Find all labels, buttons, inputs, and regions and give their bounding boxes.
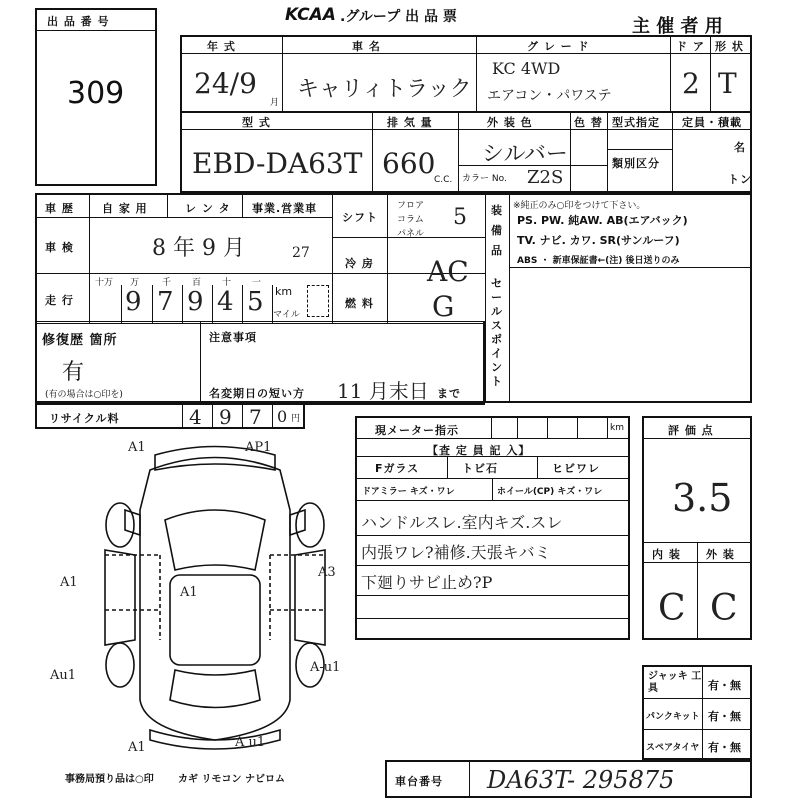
deadline-value: 11 月末日 — [337, 379, 429, 403]
color-change-label: 色 替 — [574, 116, 603, 129]
rating-label: 評 価 点 — [668, 424, 714, 437]
recycle-digit-2: 9 — [219, 405, 232, 429]
shape-value: T — [718, 67, 737, 100]
brand-logo: KCAA — [285, 5, 336, 25]
model-label: 車 名 — [352, 40, 381, 53]
mileage-digit-label-100: 百 — [192, 278, 202, 288]
interior-value: C — [658, 588, 686, 629]
model-value: キャリィトラック — [297, 77, 472, 102]
puncture-kit-option[interactable]: 有・無 — [708, 710, 741, 723]
damage-mark-a1-bottom-left: A1 — [128, 740, 146, 755]
color-label: 外 装 色 — [487, 116, 533, 129]
door-label: ド ア — [676, 40, 705, 53]
mileage-digit-10: 4 — [217, 287, 234, 317]
mileage-digit-label-1k: 千 — [162, 278, 172, 288]
damage-mark-a1-left: A1 — [60, 575, 78, 590]
shift-option-floor[interactable]: フロア — [397, 201, 425, 211]
mileage-digit-1k: 7 — [157, 287, 174, 317]
year-label: 年 式 — [207, 40, 236, 53]
meter-label: 現メーター指示 — [375, 424, 459, 437]
rating-value: 3.5 — [672, 476, 733, 520]
aircon-value: AC — [427, 255, 469, 288]
capacity-unit-tons: トン — [728, 173, 752, 186]
displacement-unit: C.C. — [434, 175, 453, 185]
chassis-value: DA63T- 295875 — [487, 766, 675, 794]
shift-label: シフト — [342, 211, 378, 224]
equipment-line3: ABS ・ 新車保証書←(注) 後日送りのみ — [517, 256, 680, 266]
year-value: 24/9 — [194, 67, 257, 100]
type-label: 型 式 — [242, 116, 271, 129]
puncture-kit-label: パンクキット — [646, 712, 700, 722]
vehicle-info-row2 — [180, 111, 752, 193]
office-items: カギ リモコン ナビロム — [178, 774, 285, 785]
displacement-value: 660 — [382, 147, 436, 180]
color-value: シルバー — [482, 142, 568, 167]
organizer-label: 主 催 者 用 — [632, 16, 723, 37]
inspection-label: 車 検 — [45, 241, 74, 254]
recycle-unit: 円 — [291, 414, 301, 424]
repair-label: 修復歴 箇所 — [42, 333, 118, 348]
exterior-label: 外 装 — [706, 548, 735, 561]
recycle-label: リサイクル料 — [49, 412, 120, 425]
mileage-digit-10k: 9 — [125, 287, 142, 317]
mileage-digit-label-1: 一 — [252, 278, 262, 288]
mile-checkbox[interactable] — [307, 285, 329, 317]
damage-mark-au1-right: A-u1 — [310, 660, 341, 675]
repair-notes-block — [35, 321, 485, 405]
inspection-note: 27 — [292, 245, 310, 261]
rating-block — [642, 416, 752, 640]
history-option-commercial[interactable]: 事業.営業車 — [252, 202, 318, 215]
capacity-label: 定員・積載 — [682, 116, 742, 129]
damage-mark-a1-center: A1 — [180, 585, 198, 600]
shape-label: 形 状 — [715, 40, 744, 53]
displacement-label: 排 気 量 — [387, 116, 433, 129]
mileage-unit-km: km — [275, 285, 293, 298]
aircon-label: 冷 房 — [345, 257, 374, 270]
category-label: 類別区分 — [612, 157, 660, 170]
repair-value: 有 — [62, 360, 85, 385]
inspection-block — [355, 416, 630, 640]
tools-block — [642, 665, 752, 760]
fuel-value: G — [432, 290, 455, 323]
shift-option-column[interactable]: コラム — [397, 215, 424, 225]
type-designation-label: 型式指定 — [612, 116, 660, 129]
history-label: 車 歴 — [45, 202, 74, 215]
mileage-digit-label-10k: 万 — [130, 278, 140, 288]
recycle-digit-1: 4 — [189, 405, 202, 429]
lot-number-label: 出 品 番 号 — [47, 15, 110, 28]
deadline-suffix: まで — [437, 387, 461, 400]
color-no-value: Z2S — [527, 167, 564, 188]
equipment-label: 装 備 品 — [491, 204, 502, 257]
recycle-box — [35, 403, 305, 429]
damage-mark-au1-left: Au1 — [50, 668, 77, 683]
mileage-digit-1: 5 — [247, 287, 264, 317]
damage-mark-a1-top-left: A1 — [128, 440, 146, 455]
chassis-block — [385, 760, 752, 798]
shift-value: 5 — [453, 205, 467, 230]
fglass-label[interactable]: Fガラス — [375, 462, 420, 475]
repair-note: (有の場合は○印を) — [45, 390, 123, 400]
chassis-label: 車台番号 — [395, 775, 443, 788]
vehicle-info-row1 — [180, 35, 752, 113]
type-value: EBD-DA63T — [192, 147, 363, 180]
exterior-value: C — [710, 588, 738, 629]
jack-option[interactable]: 有・無 — [708, 679, 741, 692]
grade-label: グ レ ー ド — [527, 40, 590, 53]
door-value: 2 — [682, 67, 700, 100]
shift-option-panel[interactable]: パネル — [397, 229, 425, 239]
comment-line-2: 内張ワレ?補修.天張キバミ — [361, 543, 551, 562]
lot-number-box — [35, 8, 157, 186]
hibi-label[interactable]: ヒビワレ — [552, 462, 600, 475]
mileage-digit-label-100k: 十万 — [95, 278, 114, 288]
recycle-digit-3: 7 — [249, 405, 262, 429]
mileage-digit-100: 9 — [187, 287, 204, 317]
history-option-rental[interactable]: レ ン タ — [185, 202, 231, 215]
grade-line1: KC 4WD — [492, 59, 561, 78]
meter-unit: km — [610, 423, 624, 433]
lot-number: 309 — [67, 76, 125, 111]
inspection-value: 8 年 9 月 — [152, 236, 245, 261]
fuel-label: 燃 料 — [345, 297, 374, 310]
notes-label: 注意事項 — [209, 331, 257, 344]
spare-tire-label: スペアタイヤ — [646, 743, 700, 753]
office-note: 事務局預り品は○印 — [65, 774, 154, 785]
deadline-label: 名変期日の短い方 — [209, 387, 305, 400]
form-title: .グループ 出 品 票 — [340, 9, 457, 25]
recycle-digit-4: 0 — [277, 407, 288, 426]
damage-mark-au1-bottom-right: A u1 — [235, 735, 266, 750]
tobi-label[interactable]: トビ石 — [462, 462, 498, 475]
equipment-line1: PS. PW. 純AW. AB(エアバック) — [517, 214, 688, 227]
history-option-private[interactable]: 自 家 用 — [102, 202, 148, 215]
damage-mark-a3-right: A3 — [318, 565, 336, 580]
inspection-items-title: 【査 定 員 記 入】 — [427, 444, 531, 457]
color-no-label: カラー No. — [462, 174, 507, 184]
jack-label: ジャッキ 工 具 — [648, 671, 702, 694]
interior-label: 内 装 — [652, 548, 681, 561]
damage-mark-ap1-top-right: AP1 — [245, 440, 272, 455]
wheel-label[interactable]: ホイール(CP) キズ・ワレ — [497, 487, 603, 497]
year-unit: 月 — [270, 98, 280, 108]
spare-tire-option[interactable]: 有・無 — [708, 741, 741, 754]
mileage-digit-label-10: 十 — [222, 278, 232, 288]
grade-line2: エアコン・パワステ — [487, 88, 612, 104]
mileage-unit-mile: マイル — [273, 310, 300, 320]
equipment-note: ※純正のみ○印をつけて下さい。 — [513, 201, 646, 211]
equipment-line2: TV. ナビ. カワ. SR(サンルーフ) — [517, 234, 680, 247]
capacity-unit-persons: 名 — [734, 141, 746, 154]
sales-point-label: セールスポイント — [491, 277, 502, 388]
car-diagram — [70, 440, 360, 760]
comment-line-1: ハンドルスレ.室内キズ.スレ — [361, 513, 563, 532]
comment-line-3: 下廻りサビ止め?P — [361, 573, 493, 592]
mileage-label: 走 行 — [45, 294, 74, 307]
mirror-label[interactable]: ドアミラー キズ・ワレ — [362, 487, 455, 497]
